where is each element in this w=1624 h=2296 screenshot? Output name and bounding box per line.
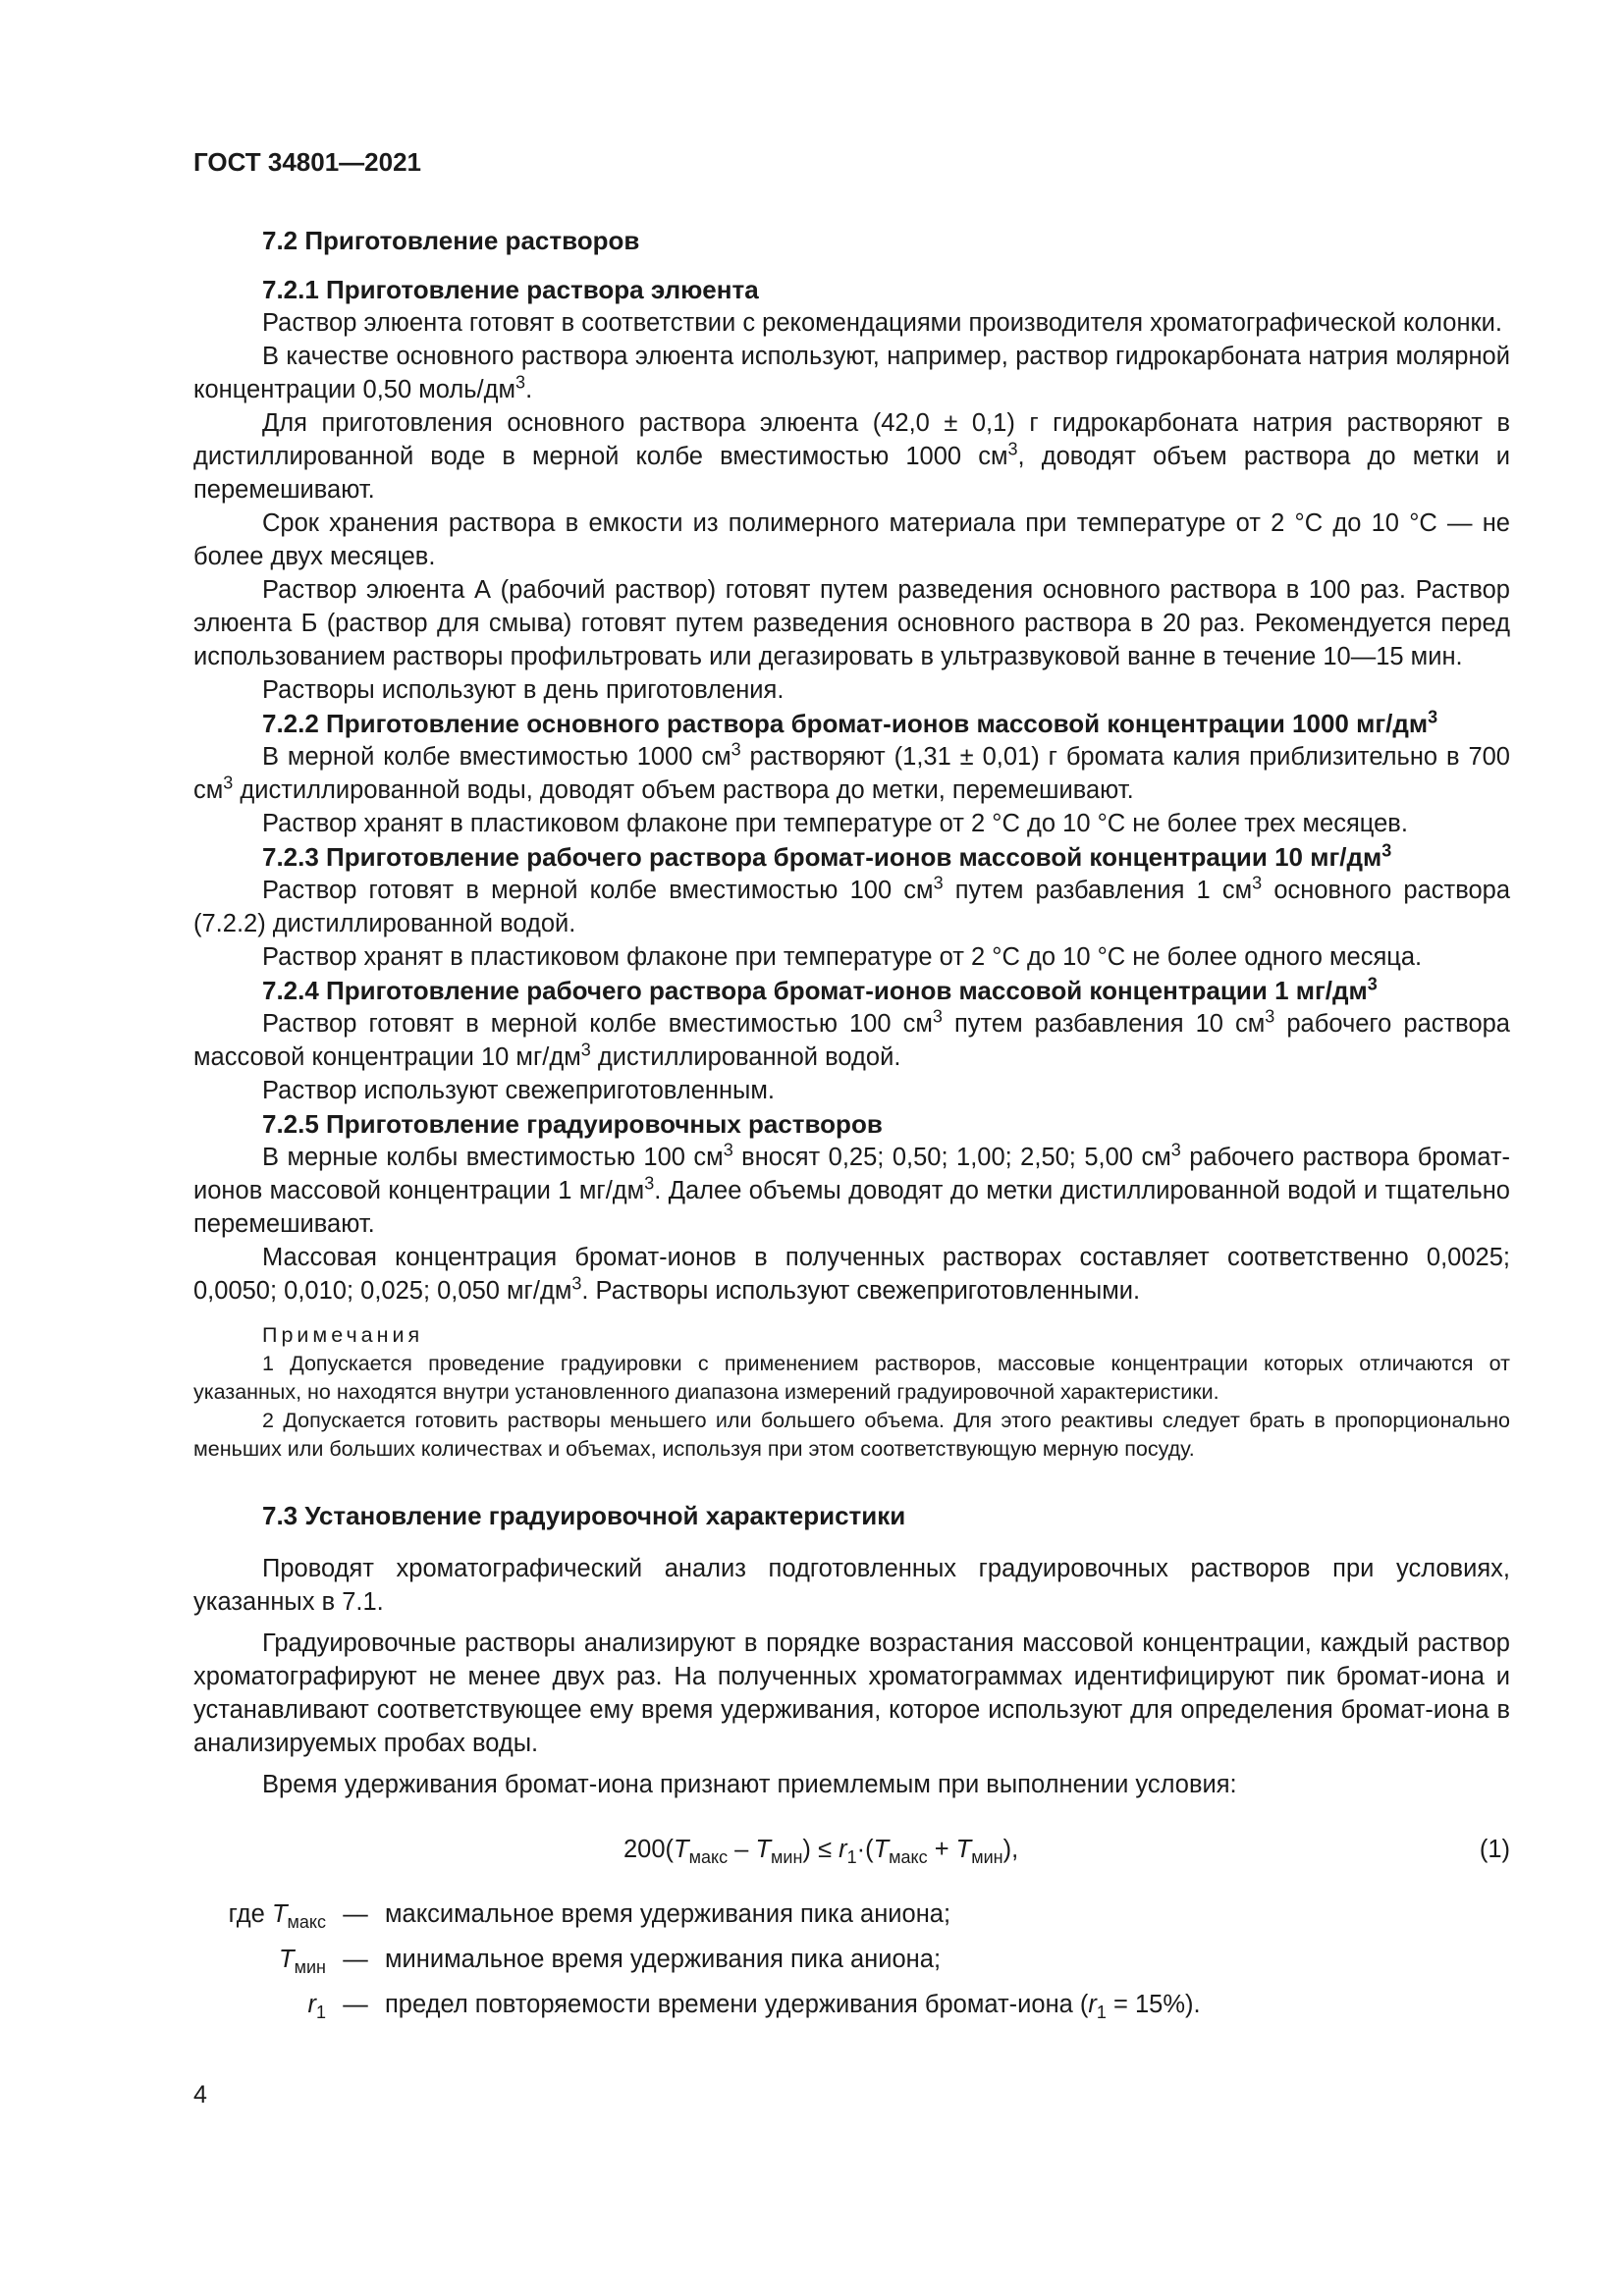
paragraph: В мерные колбы вместимостью 100 $см^3$ вносят 0,25; 0,50; 1,00; 2,50; 5,00 $см^3$ рабочего раствора бромат-ионов массовой концентрации 1 $мг/дм^3$. Далее объемы доводят до метки дистиллированной водой и тщательно перемешивают.	[193, 1140, 1510, 1238]
where-item: где $T_{макс}$ — максимальное время удерживания пика аниона;	[228, 1900, 951, 1933]
paragraph: Время удерживания бромат-иона признают приемлемым при выполнении условия:	[262, 1771, 1237, 1798]
note-1: 1 Допускается проведение градуировки с применением растворов, массовые концентрации которых отличаются от указанных, но находятся внутри установленного диапазона измерений градуировочной характеристики.	[193, 1352, 1510, 1404]
paragraph: Раствор элюента готовят в соответствии с рекомендациями производителя хроматографической колонки.	[262, 309, 1503, 337]
notes-block	[193, 1321, 1510, 1464]
section-7-2-5-title: 7.2.5 Приготовление градуировочных растворов	[262, 1109, 883, 1139]
notes-title: Примечания	[262, 1323, 424, 1347]
formula-1	[193, 1823, 1510, 1878]
paragraph: Раствор готовят в мерной колбе вместимостью 100 $см^3$ путем разбавления 10 $см^3$ рабочего раствора массовой концентрации 10 $мг/дм^3$ дистиллированной водой.	[193, 1006, 1510, 1071]
page-number: 4	[193, 2081, 207, 2109]
where-item: $r_1$ — предел повторяемости времени удерживания бромат-иона $(r_1 = 15\%)$.	[307, 1991, 1201, 2023]
where-item: $T_{мин}$ — минимальное время удерживания пика аниона;	[279, 1946, 942, 1978]
formula-number: (1)	[1479, 1836, 1510, 1863]
paragraph: Раствор хранят в пластиковом флаконе при температуре от 2 °С до 10 °С не более одного месяца.	[262, 943, 1423, 971]
section-7-2-title: 7.2 Приготовление растворов	[262, 226, 640, 255]
section-7-2-3-title: 7.2.3 Приготовление рабочего раствора бромат-ионов массовой концентрации 10 $мг/дм^3$	[262, 840, 1392, 872]
paragraph: Срок хранения раствора в емкости из полимерного материала при температуре от 2 °С до 10 °С — не более двух месяцев.	[193, 509, 1510, 570]
paragraph: Для приготовления основного раствора элюента (42,0 ± 0,1) г гидрокарбоната натрия растворяют в дистиллированной воде в мерной колбе вместимостью 1000 $см^3$, доводят объем раствора до метки и перемешивают.	[193, 409, 1510, 504]
section-7-3-title: 7.3 Установление градуировочной характеристики	[262, 1501, 906, 1530]
paragraph: Градуировочные растворы анализируют в порядке возрастания массовой концентрации, каждый раствор хроматографируют не менее двух раз. На полученных хроматограммах идентифицируют пик бромат-иона и устанавливают соответствующее ему время удерживания, которое используют для определения бромат-иона в анализируемых пробах воды.	[193, 1629, 1510, 1757]
section-7-2-1-title: 7.2.1 Приготовление раствора элюента	[262, 275, 759, 304]
where-list	[193, 1897, 1510, 2033]
paragraph: В мерной колбе вместимостью 1000 $см^3$ растворяют (1,31 ± 0,01) г бромата калия приблизительно в 700 $см^3$ дистиллированной воды, доводят объем раствора до метки, перемешивают.	[193, 739, 1510, 804]
content	[193, 224, 1510, 2033]
formula-expression: $200(T_{макс} - T_{мин}) \le r_1\cdot(T_{макс} + T_{мин})$,	[623, 1836, 1019, 1868]
paragraph: Массовая концентрация бромат-ионов в полученных растворах составляет соответственно 0,0025; 0,0050; 0,010; 0,025; 0,050 $мг/дм^3$. Растворы используют свежеприготовленными.	[193, 1244, 1510, 1305]
note-2: 2 Допускается готовить растворы меньшего или большего объема. Для этого реактивы следует брать в пропорционально меньших или больших количествах и объемах, используя при этом соответствующую мерную посуду.	[193, 1409, 1510, 1461]
paragraph: Растворы используют в день приготовления.	[262, 676, 785, 704]
paragraph: В качестве основного раствора элюента используют, например, раствор гидрокарбоната натрия молярной концентрации 0,50 моль/$дм^3$.	[193, 343, 1510, 403]
paragraph: Раствор элюента А (рабочий раствор) готовят путем разведения основного раствора в 100 раз. Раствор элюента Б (раствор для смыва) готовят путем разведения основного раствора в 20 раз. Рекомендуется перед использованием растворы профильтровать или дегазировать в ультразвуковой ванне в течение 10—15 мин.	[193, 576, 1510, 670]
section-7-2-2-title: 7.2.2 Приготовление основного раствора бромат-ионов массовой концентрации 1000 $мг/дм^3$	[262, 707, 1438, 738]
paragraph: Раствор готовят в мерной колбе вместимостью 100 $см^3$ путем разбавления 1 $см^3$ основного раствора (7.2.2) дистиллированной водой.	[193, 873, 1511, 937]
paragraph: Раствор используют свежеприготовленным.	[262, 1077, 776, 1104]
paragraph: Проводят хроматографический анализ подготовленных градуировочных растворов при условиях, указанных в 7.1.	[193, 1555, 1510, 1616]
section-7-2-4-title: 7.2.4 Приготовление рабочего раствора бромат-ионов массовой концентрации 1 $мг/дм^3$	[262, 974, 1378, 1005]
standard-header: ГОСТ 34801—2021	[193, 147, 421, 177]
paragraph: Раствор хранят в пластиковом флаконе при температуре от 2 °С до 10 °С не более трех месяцев.	[262, 810, 1408, 837]
